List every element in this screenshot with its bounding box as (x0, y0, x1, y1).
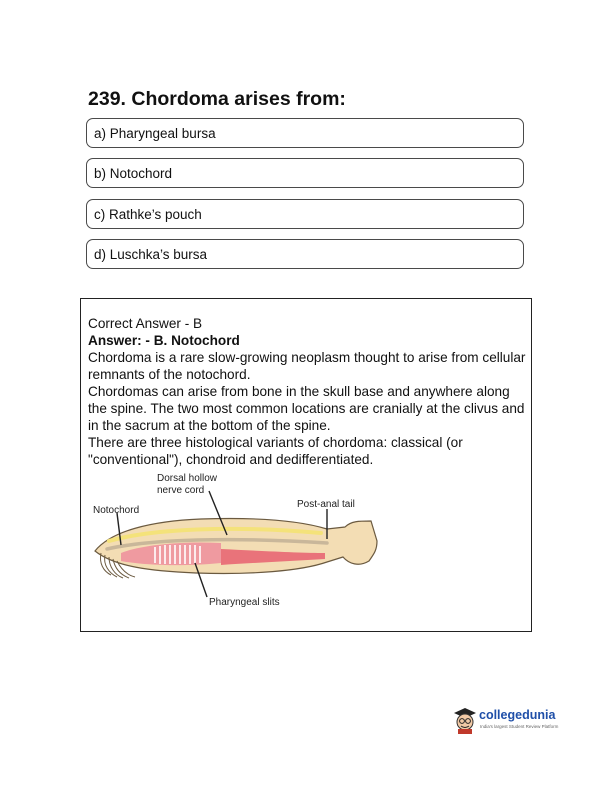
chordate-body (95, 518, 377, 573)
logo-name: collegedunia (479, 708, 556, 722)
graduate-mascot-icon (452, 706, 478, 734)
option-b[interactable]: b) Notochord (86, 158, 524, 188)
collegedunia-logo[interactable] (452, 704, 582, 738)
chordate-body-plan-diagram (81, 469, 533, 619)
answer-explanation-box (80, 298, 532, 632)
label-dorsal-nerve-cord-1: Dorsal hollow (157, 473, 218, 484)
answer-text (88, 315, 528, 468)
option-c[interactable]: c) Rathke’s pouch (86, 199, 524, 229)
label-pharyngeal-slits: Pharyngeal slits (209, 597, 280, 608)
label-notochord: Notochord (93, 505, 140, 516)
correct-answer-line: Correct Answer - B (88, 316, 203, 331)
label-dorsal-nerve-cord-2: nerve cord (157, 485, 205, 496)
option-d[interactable]: d) Luschka’s bursa (86, 239, 524, 269)
question-title: 239. Chordoma arises from: (88, 88, 346, 110)
option-a[interactable]: a) Pharyngeal bursa (86, 118, 524, 148)
answer-line: Answer: - B. Notochord (88, 333, 240, 348)
label-post-anal-tail: Post-anal tail (297, 499, 355, 510)
logo-tagline: India's largest Student Review Platform (480, 724, 559, 729)
explanation-paragraph-1: Chordoma is a rare slow-growing neoplasm thought to arise from cellular remnants of the notochord. (88, 350, 526, 382)
explanation-paragraph-2: Chordomas can arise from bone in the skull base and anywhere along the spine. The two most common locations are cranially at the clivus and in the sacrum at the bottom of the spine. (88, 384, 525, 433)
explanation-paragraph-3: There are three histological variants of chordoma: classical (or "conventional"), chondroid and dedifferentiated. (88, 435, 463, 467)
